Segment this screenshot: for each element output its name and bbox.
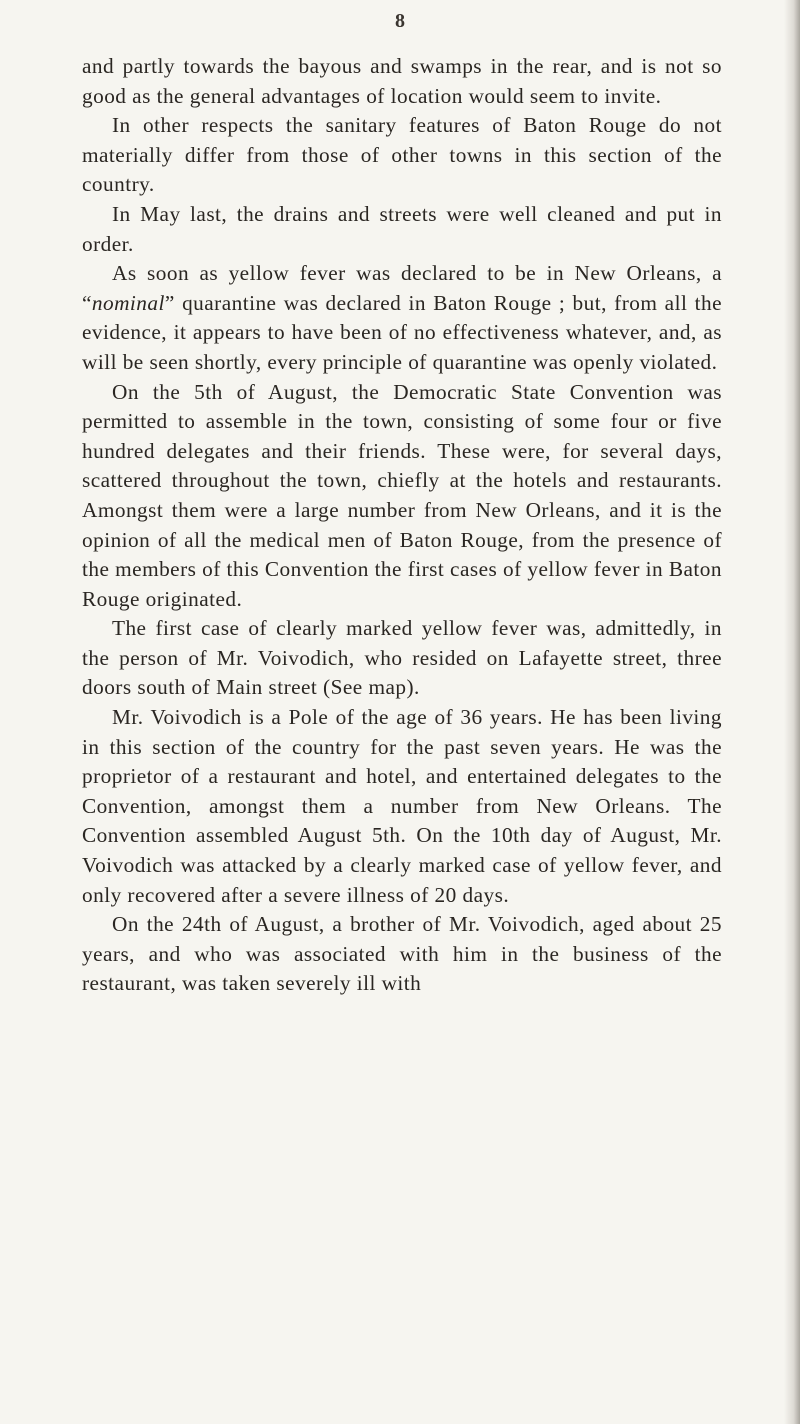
body-text bbox=[82, 52, 722, 999]
nominal-italic: nominal bbox=[91, 290, 165, 315]
paragraph-drains-streets: In May last, the drains and streets were well cleaned and put in order. bbox=[82, 201, 722, 256]
paragraph-brother: On the 24th of August, a brother of Mr. Voivodich, aged about 25 years, and who was associated with him in the business of the restaurant, was taken severely ill with bbox=[82, 912, 722, 996]
paragraph-convention: On the 5th of August, the Democratic State Convention was permitted to assemble in the town, consisting of some four or five hundred delegates and their friends. These were, for several days, scattered throughout the town, chiefly at the hotels and restaurants. Amongst them were a large number from New Orleans, and it is the opinion of all the medical men of Baton Rouge, from the presence of the members of this Convention the first cases of yellow fever in Baton Rouge originated. bbox=[82, 379, 722, 611]
quarantine-text-start: As soon as yellow fever was declared to be in New Orleans, a “ bbox=[82, 261, 722, 315]
paragraph-sanitary-features: In other respects the sanitary features of Baton Rouge do not materially differ from those of other towns in this section of the country. bbox=[82, 113, 722, 197]
page-edge-shadow bbox=[784, 0, 800, 1424]
paragraph-voivodich: Mr. Voivodich is a Pole of the age of 36 years. He has been living in this section of the country for the past seven years. He was the proprietor of a restaurant and hotel, and entertained delegates to the Convention, amongst them a number from New Orleans. The Convention assembled August 5th. On the 10th day of August, Mr. Voivodich was attacked by a clearly marked case of yellow fever, and only recovered after a severe illness of 20 days. bbox=[82, 705, 722, 907]
page-number: 8 bbox=[395, 10, 405, 32]
quarantine-text-end: ” quarantine was declared in Baton Rouge ; but, from all the evidence, it appears to have been of no effectiveness whatever, and, as will be seen shortly, every principle of quarantine was openly violated. bbox=[82, 290, 722, 374]
paragraph-quarantine bbox=[82, 259, 722, 377]
paragraph-first-case: The first case of clearly marked yellow fever was, admittedly, in the person of Mr. Voivodich, who resided on Lafayette street, three doors south of Main street (See map). bbox=[82, 616, 722, 700]
paragraph-location: and partly towards the bayous and swamps in the rear, and is not so good as the general advantages of location would seem to invite. bbox=[82, 54, 722, 108]
